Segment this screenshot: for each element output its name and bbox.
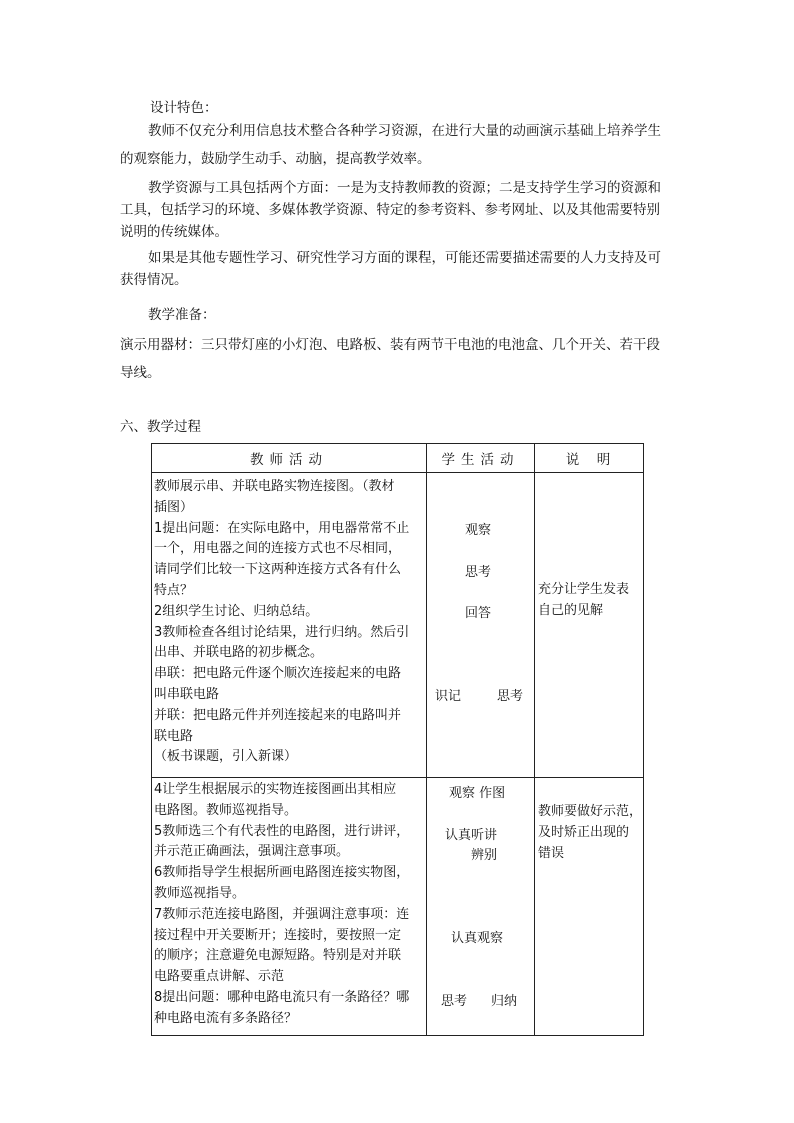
teacher-activity-cell: 4让学生根据展示的实物连接图画出其相应 电路图。教师巡视指导。 5教师选三个有代表性的电路图，进行讲评， 并示范正确画法，强调注意事项。 6教师指导学生根据所画电路图连接实物图， 教师巡视指导。 7教师示范连接电路图，并强调注意事项：连 接过程中开关要断开；连接时，要按照一定 的顺序；注意避免电源短路。特别是对并联 电路要重点讲解、示范 8提出问题：哪种电路电流只有一条路径？哪 种电路电流有多条路径？ — [152, 778, 427, 1036]
section-title: 六、教学过程 — [120, 419, 201, 435]
design-features-heading: 设计特色： — [150, 100, 218, 116]
design-features-paragraph-3: 如果是其他专题性学习、研究性学习方面的课程，可能还需要描述需要的人力支持及可 获得情况。 — [120, 250, 661, 288]
design-features-paragraph-1: 教师不仅充分利用信息技术整合各种学习资源，在进行大量的动画演示基础上培养学生 的观察能力，鼓励学生动手、动脑，提高教学效率。 — [120, 123, 661, 167]
header-teacher-activity: 教师活动 — [152, 444, 427, 473]
preparation-equipment: 演示用器材：三只带灯座的小灯泡、电路板、装有两节干电池的电池盒、几个开关、若干段 导线。 — [120, 337, 660, 381]
header-student-activity: 学生活动 — [427, 444, 535, 473]
notes-cell: 充分让学生发表 自己的见解 — [535, 473, 644, 778]
student-activity-cell: 观察 思考 回答 识记 思考 — [427, 473, 535, 778]
teaching-process-table — [151, 443, 644, 1036]
notes-cell: 教师要做好示范， 及时矫正出现的 错误 — [535, 778, 644, 1036]
table-row — [152, 473, 644, 778]
teacher-activity-cell: 教师展示串、并联电路实物连接图。（教材 插图） 1提出问题：在实际电路中，用电器常常不止 一个，用电器之间的连接方式也不尽相同， 请同学们比较一下这两种连接方式各有什么 特点？ 2组织学生讨论、归纳总结。 3教师检查各组讨论结果，进行归纳。然后引 出串、并联电路的初步概念。 串联：把电路元件逐个顺次连接起来的电路 叫串联电路 并联：把电路元件并列连接起来的电路叫并 联电路 （板书课题，引入新课） — [152, 473, 427, 778]
table-row — [152, 778, 644, 1036]
design-features-paragraph-2: 教学资源与工具包括两个方面：一是为支持教师教的资源；二是支持学生学习的资源和 工具，包括学习的环境、多媒体教学资源、特定的参考资料、参考网址、以及其他需要特别 说明的传统媒体。 — [120, 180, 661, 240]
header-notes: 说 明 — [535, 444, 644, 473]
table-header-row — [152, 444, 644, 473]
student-activity-cell: 观察 作图 认真听讲 辨别 认真观察 思考 归纳 — [427, 778, 535, 1036]
preparation-heading: 教学准备： — [148, 307, 216, 323]
